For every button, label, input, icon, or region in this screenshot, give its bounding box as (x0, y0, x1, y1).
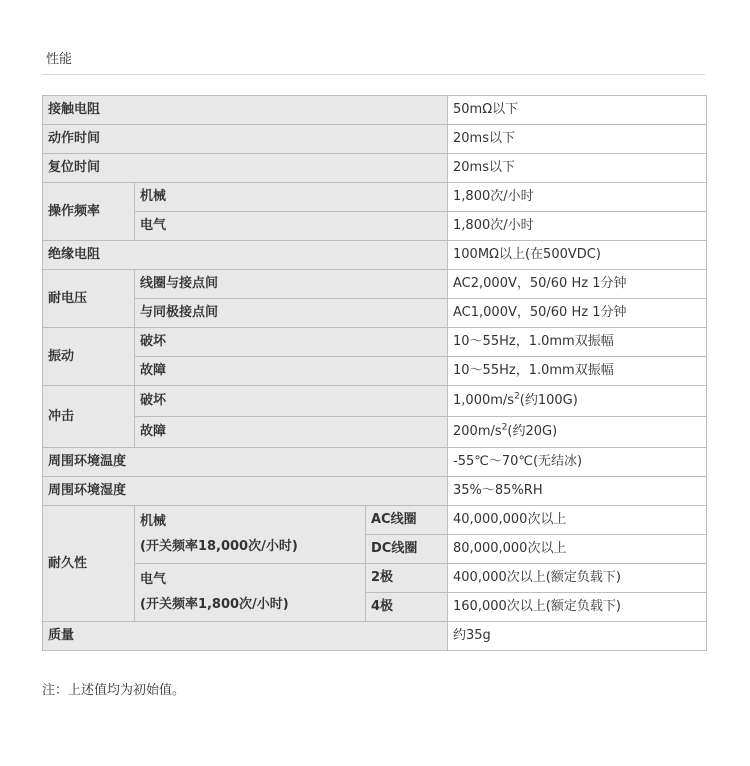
row-value-contact-resistance: 50mΩ以下 (448, 96, 707, 125)
row-value-coil-contact: AC2,000V，50/60 Hz 1分钟 (448, 270, 707, 299)
table-row (43, 357, 707, 386)
row-value-4-pole: 160,000次以上(额定负载下) (448, 593, 707, 622)
sub-label-vibration-malfunction: 故障 (135, 357, 448, 386)
title-divider (42, 74, 705, 75)
table-row (43, 448, 707, 477)
row-label-endurance: 耐久性 (43, 506, 135, 622)
table-row (43, 183, 707, 212)
row-value-dc-coil: 80,000,000次以上 (448, 535, 707, 564)
row-label-dielectric-strength: 耐电压 (43, 270, 135, 328)
table-row (43, 125, 707, 154)
value-tail: (约100G) (519, 393, 578, 408)
row-label-weight: 质量 (43, 622, 448, 651)
row-label-contact-resistance: 接触电阻 (43, 96, 448, 125)
mechanical-line-1: 机械 (140, 514, 167, 529)
table-row (43, 299, 707, 328)
table-row (43, 386, 707, 417)
sub-label-2-pole: 2极 (366, 564, 448, 593)
row-label-ambient-humidity: 周围环境湿度 (43, 477, 448, 506)
row-value-insulation-resistance: 100MΩ以上(在500VDC) (448, 241, 707, 270)
value-main: 200m/s (453, 424, 502, 439)
sub-label-vibration-destruction: 破坏 (135, 328, 448, 357)
row-value-same-pole: AC1,000V，50/60 Hz 1分钟 (448, 299, 707, 328)
row-value-vibration-destruction: 10～55Hz，1.0mm双振幅 (448, 328, 707, 357)
sub-label-dc-coil: DC线圈 (366, 535, 448, 564)
sub-label-same-pole: 与同极接点间 (135, 299, 448, 328)
row-label-operate-time: 动作时间 (43, 125, 448, 154)
table-row (43, 212, 707, 241)
section-title: 性能 (46, 52, 73, 67)
row-label-vibration: 振动 (43, 328, 135, 386)
row-value-weight: 约35g (448, 622, 707, 651)
table-row (43, 564, 707, 593)
footnote: 注：上述值均为初始值。 (42, 683, 186, 698)
row-value-ambient-temperature: -55℃～70℃(无结冰) (448, 448, 707, 477)
row-value-release-time: 20ms以下 (448, 154, 707, 183)
table-row (43, 328, 707, 357)
sub-label-electrical: 电气 (135, 212, 448, 241)
row-value-frequency-electrical: 1,800次/小时 (448, 212, 707, 241)
row-value-ambient-humidity: 35%～85%RH (448, 477, 707, 506)
specs-table (42, 95, 707, 651)
mechanical-line-2: (开关频率18,000次/小时) (140, 539, 298, 554)
table-row (43, 477, 707, 506)
row-value-vibration-malfunction: 10～55Hz，1.0mm双振幅 (448, 357, 707, 386)
sub-label-endurance-mechanical (135, 506, 366, 564)
table-row (43, 241, 707, 270)
row-label-shock: 冲击 (43, 386, 135, 448)
row-value-shock-destruction (448, 386, 707, 417)
table-row (43, 270, 707, 299)
sub-label-shock-destruction: 破坏 (135, 386, 448, 417)
row-value-2-pole: 400,000次以上(额定负载下) (448, 564, 707, 593)
value-superscript: 2 (501, 422, 508, 433)
row-value-frequency-mechanical: 1,800次/小时 (448, 183, 707, 212)
table-row (43, 506, 707, 535)
row-label-ambient-temperature: 周围环境温度 (43, 448, 448, 477)
row-label-insulation-resistance: 绝缘电阻 (43, 241, 448, 270)
value-main: 1,000m/s (453, 393, 515, 408)
sub-label-4-pole: 4极 (366, 593, 448, 622)
table-row (43, 417, 707, 448)
value-superscript: 2 (514, 391, 520, 402)
sub-label-mechanical: 机械 (135, 183, 448, 212)
table-row (43, 154, 707, 183)
electrical-line-1: 电气 (140, 572, 167, 587)
sub-label-coil-contact: 线圈与接点间 (135, 270, 448, 299)
row-label-release-time: 复位时间 (43, 154, 448, 183)
electrical-line-2: (开关频率1,800次/小时) (140, 597, 289, 612)
sub-label-ac-coil: AC线圈 (366, 506, 448, 535)
sub-label-endurance-electrical (135, 564, 366, 622)
table-row (43, 622, 707, 651)
row-value-shock-malfunction (448, 417, 707, 448)
row-value-operate-time: 20ms以下 (448, 125, 707, 154)
row-value-ac-coil: 40,000,000次以上 (448, 506, 707, 535)
row-label-operating-frequency: 操作频率 (43, 183, 135, 241)
sub-label-shock-malfunction: 故障 (135, 417, 448, 448)
value-tail: (约20G) (507, 424, 558, 439)
table-row (43, 96, 707, 125)
